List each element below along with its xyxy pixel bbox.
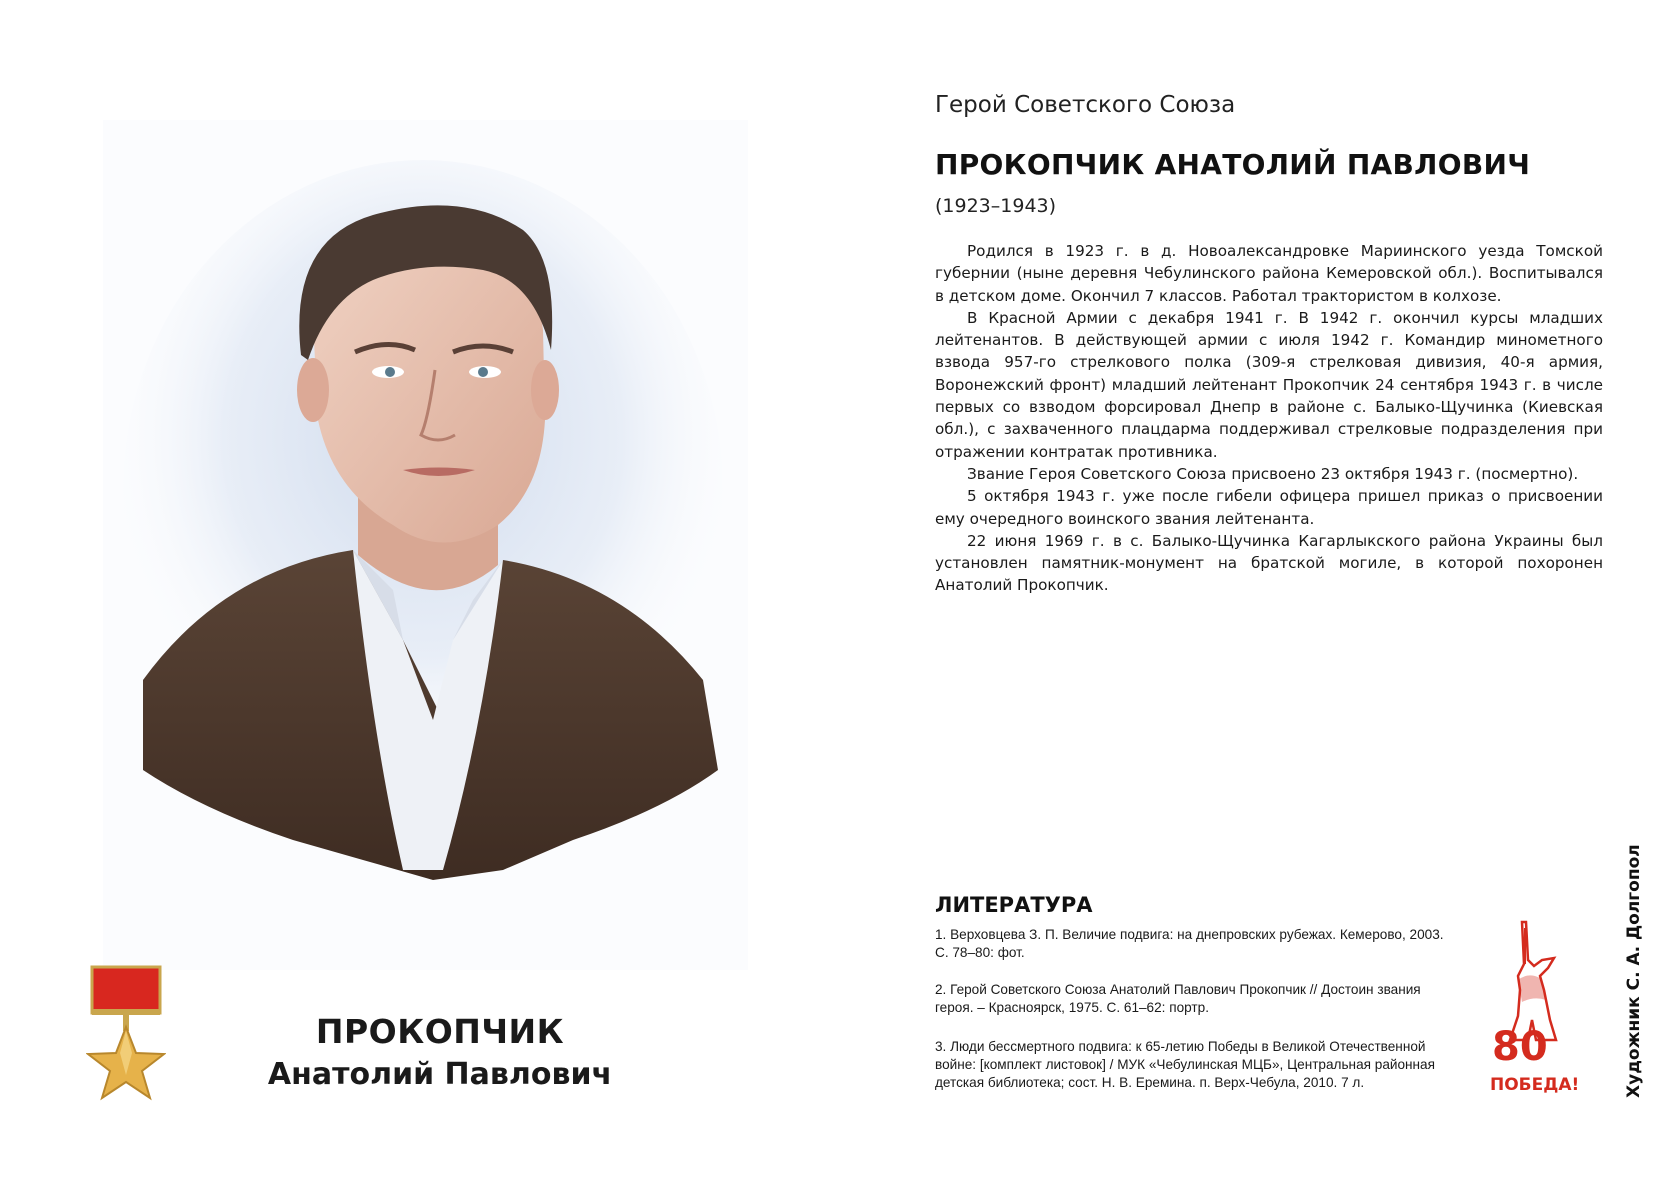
- literature-item: 2. Герой Советского Союза Анатолий Павлович Прокопчик // Достоин звания героя. – Красноярск, 1975. С. 61–62: портр.: [935, 982, 1421, 1015]
- bio-paragraph: Звание Героя Советского Союза присвоено 23 октября 1943 г. (посмертно).: [967, 464, 1579, 483]
- subtitle: Герой Советского Союза: [935, 92, 1236, 118]
- literature-item: 1. Верховцева З. П. Величие подвига: на днепровских рубежах. Кемерово, 2003. С. 78–80: фот.: [935, 927, 1444, 960]
- surname: ПРОКОПЧИК: [315, 1012, 565, 1051]
- literature-heading: ЛИТЕРАТУРА: [935, 893, 1093, 917]
- bio-paragraph: 22 июня 1969 г. в с. Балыко-Щучинка Кагарлыкского района Украины был установлен памятник-монумент на братской могиле, в которой похоронен Анатолий Прокопчик.: [935, 531, 1603, 595]
- portrait-icon: [103, 120, 748, 970]
- hero-medal: [86, 965, 166, 1105]
- bio-paragraph: В Красной Армии с декабря 1941 г. В 1942 г. окончил курсы младших лейтенантов. В действующей армии с июля 1942 г. Командир минометного взвода 957-го стрелкового полка (309-я стрелковая дивизия, 40-я армия, Воронежский фронт) младший лейтенант Прокопчик 24 сентября 1943 г. в числе первых со взводом форсировал Днепр в районе с. Балыко-Щучинка (Киевская обл.), с захваченного плацдарма поддерживал стрелковые подразделения при отражении контратак противника.: [935, 308, 1603, 461]
- page-title: ПРОКОПЧИК АНАТОЛИЙ ПАВЛОВИЧ: [935, 148, 1531, 181]
- literature-item: 3. Люди бессмертного подвига: к 65-летию Победы в Великой Отечественной войне: [комплект листовок] / МУК «Чебулинская МЦБ», Центральная районная детская библиотека; сост. Н. В. Еремина. п. Верх-Чебула, 2010. 7 л.: [935, 1039, 1435, 1090]
- motherland-statue-icon: [1488, 920, 1580, 1102]
- bio-paragraph: 5 октября 1943 г. уже после гибели офицера пришел приказ о присвоении ему очередного воинского звания лейтенанта.: [935, 487, 1603, 528]
- gold-star-medal-icon: [86, 965, 166, 1105]
- literature-list: [935, 926, 1455, 1111]
- life-years: (1923–1943): [935, 195, 1057, 217]
- victory-80-logo: [1488, 920, 1580, 1102]
- logo-text: ПОБЕДА!: [1490, 1075, 1580, 1095]
- biography: [935, 240, 1603, 597]
- hero-name-caption: [200, 1010, 680, 1096]
- portrait-image: [103, 120, 748, 970]
- logo-number: 80: [1492, 1024, 1548, 1070]
- artist-credit: Художник С. А. Долгопол: [1624, 844, 1644, 1098]
- given-names: Анатолий Павлович: [267, 1057, 613, 1092]
- bio-paragraph: Родился в 1923 г. в д. Новоалександровке Мариинского уезда Томской губернии (ныне деревня Чебулинского района Кемеровской обл.). Воспитывался в детском доме. Окончил 7 классов. Работал трактористом в колхозе.: [935, 242, 1603, 305]
